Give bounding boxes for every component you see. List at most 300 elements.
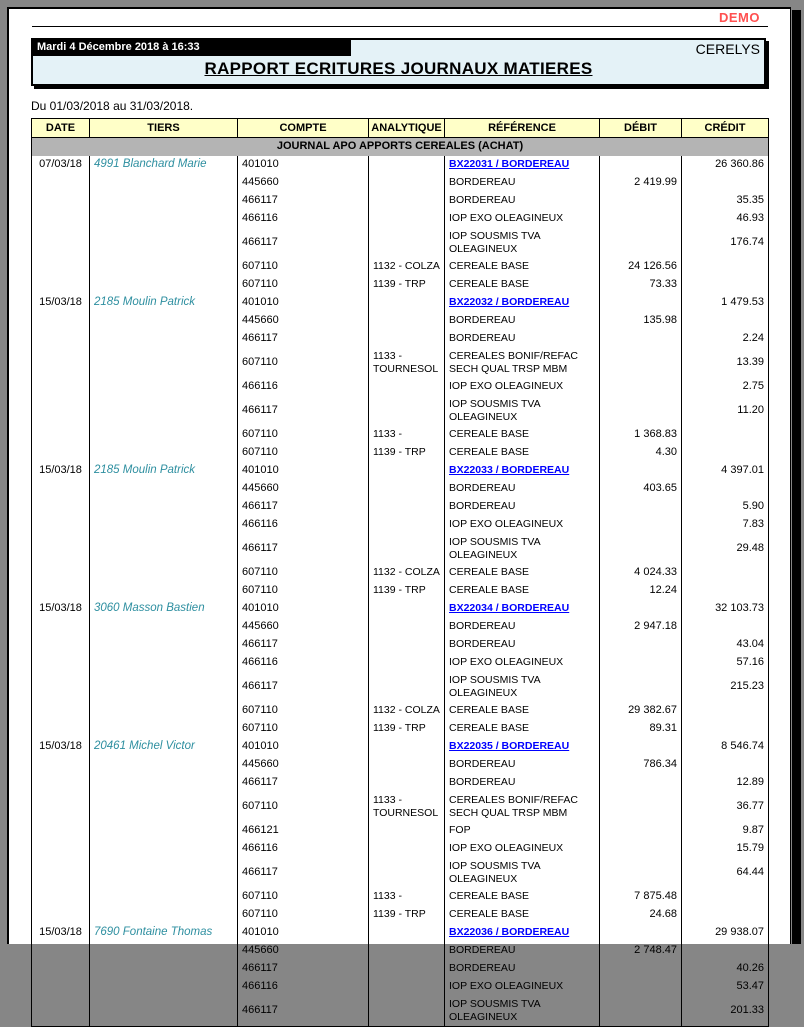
period-label: Du 01/03/2018 au 31/03/2018. [31, 99, 194, 113]
cell-compte: 445660 [238, 756, 369, 774]
cell-credit [682, 942, 769, 960]
cell-date: 15/03/18 [32, 600, 90, 618]
table-row [32, 330, 769, 348]
cell-debit: 12.24 [600, 582, 682, 600]
journal-band: JOURNAL APO APPORTS CEREALES (ACHAT) [32, 138, 769, 156]
cell-debit [600, 600, 682, 618]
cell-debit [600, 192, 682, 210]
cell-reference: IOP SOUSMIS TVA OLEAGINEUX [445, 858, 600, 888]
bordereau-link[interactable]: BX22031 / BORDEREAU [449, 158, 570, 170]
table-row [32, 228, 769, 258]
cell-reference: BORDEREAU [445, 174, 600, 192]
cell-debit [600, 738, 682, 756]
cell-analytique [369, 978, 445, 996]
cell-date [32, 564, 90, 582]
cell-reference [445, 156, 600, 174]
cell-credit [682, 888, 769, 906]
cell-reference: BORDEREAU [445, 498, 600, 516]
cell-reference: CEREALE BASE [445, 906, 600, 924]
cell-tiers [90, 822, 238, 840]
report-datetime: Mardi 4 Décembre 2018 à 16:33 [33, 40, 351, 56]
cell-date [32, 582, 90, 600]
cell-credit: 40.26 [682, 960, 769, 978]
cell-reference: CEREALE BASE [445, 426, 600, 444]
cell-credit: 57.16 [682, 654, 769, 672]
cell-compte: 401010 [238, 924, 369, 942]
cell-date [32, 534, 90, 564]
bordereau-link[interactable]: BX22033 / BORDEREAU [449, 464, 570, 476]
cell-credit: 2.75 [682, 378, 769, 396]
cell-tiers [90, 228, 238, 258]
cell-compte: 466117 [238, 858, 369, 888]
cell-analytique [369, 174, 445, 192]
cell-analytique [369, 156, 445, 174]
cell-credit: 5.90 [682, 498, 769, 516]
table-row [32, 516, 769, 534]
cell-credit: 46.93 [682, 210, 769, 228]
cell-date [32, 618, 90, 636]
table-row [32, 792, 769, 822]
cell-date [32, 960, 90, 978]
cell-credit: 32 103.73 [682, 600, 769, 618]
cell-tiers: 3060 Masson Bastien [90, 600, 238, 618]
cell-reference: IOP EXO OLEAGINEUX [445, 210, 600, 228]
cell-date [32, 480, 90, 498]
cell-analytique: 1132 - COLZA [369, 258, 445, 276]
cell-tiers [90, 426, 238, 444]
cell-compte: 466117 [238, 396, 369, 426]
cell-analytique: 1139 - TRP [369, 720, 445, 738]
cell-compte: 466116 [238, 840, 369, 858]
cell-tiers [90, 960, 238, 978]
cell-analytique [369, 516, 445, 534]
cell-credit [682, 702, 769, 720]
table-row [32, 600, 769, 618]
cell-reference: BORDEREAU [445, 330, 600, 348]
table-row [32, 924, 769, 942]
cell-debit [600, 774, 682, 792]
cell-date: 15/03/18 [32, 462, 90, 480]
cell-tiers [90, 978, 238, 996]
cell-compte: 607110 [238, 276, 369, 294]
cell-tiers: 4991 Blanchard Marie [90, 156, 238, 174]
cell-compte: 607110 [238, 702, 369, 720]
cell-tiers [90, 444, 238, 462]
cell-analytique [369, 330, 445, 348]
cell-analytique [369, 462, 445, 480]
cell-reference: CEREALE BASE [445, 888, 600, 906]
cell-tiers [90, 582, 238, 600]
table-row [32, 480, 769, 498]
cell-date [32, 654, 90, 672]
cell-analytique: 1132 - COLZA [369, 702, 445, 720]
cell-compte: 466117 [238, 774, 369, 792]
bordereau-link[interactable]: BX22036 / BORDEREAU [449, 926, 570, 938]
top-rule [32, 26, 768, 27]
cell-compte: 445660 [238, 942, 369, 960]
cell-reference: IOP EXO OLEAGINEUX [445, 978, 600, 996]
cell-date [32, 174, 90, 192]
cell-debit: 786.34 [600, 756, 682, 774]
table-row [32, 774, 769, 792]
cell-compte: 401010 [238, 600, 369, 618]
cell-tiers [90, 192, 238, 210]
table-row [32, 996, 769, 1027]
cell-reference [445, 738, 600, 756]
cell-date [32, 672, 90, 702]
cell-tiers [90, 702, 238, 720]
cell-debit [600, 858, 682, 888]
cell-tiers [90, 618, 238, 636]
cell-compte: 607110 [238, 348, 369, 378]
cell-reference: BORDEREAU [445, 312, 600, 330]
cell-tiers [90, 888, 238, 906]
cell-compte: 466117 [238, 192, 369, 210]
cell-analytique [369, 636, 445, 654]
cell-date [32, 396, 90, 426]
cell-debit: 24.68 [600, 906, 682, 924]
cell-date [32, 792, 90, 822]
cell-tiers [90, 312, 238, 330]
cell-reference: FOP [445, 822, 600, 840]
cell-compte: 466117 [238, 960, 369, 978]
table-row [32, 348, 769, 378]
cell-credit: 53.47 [682, 978, 769, 996]
column-header-credit: CRÉDIT [682, 119, 769, 138]
cell-credit: 1 479.53 [682, 294, 769, 312]
cell-tiers: 2185 Moulin Patrick [90, 462, 238, 480]
cell-analytique [369, 654, 445, 672]
table-row [32, 462, 769, 480]
cell-compte: 466117 [238, 636, 369, 654]
cell-credit: 12.89 [682, 774, 769, 792]
bordereau-link[interactable]: BX22032 / BORDEREAU [449, 296, 570, 308]
cell-credit [682, 720, 769, 738]
cell-analytique [369, 942, 445, 960]
cell-debit [600, 978, 682, 996]
cell-date [32, 840, 90, 858]
cell-debit: 2 947.18 [600, 618, 682, 636]
cell-credit: 4 397.01 [682, 462, 769, 480]
cell-compte: 401010 [238, 294, 369, 312]
cell-credit [682, 258, 769, 276]
cell-analytique: 1133 - [369, 888, 445, 906]
cell-reference: BORDEREAU [445, 618, 600, 636]
table-row [32, 276, 769, 294]
cell-tiers [90, 534, 238, 564]
cell-analytique: 1133 - TOURNESOL [369, 792, 445, 822]
cell-credit: 8 546.74 [682, 738, 769, 756]
cell-analytique [369, 600, 445, 618]
cell-reference: BORDEREAU [445, 636, 600, 654]
table-header-row [32, 119, 769, 138]
cell-debit: 29 382.67 [600, 702, 682, 720]
cell-debit [600, 840, 682, 858]
cell-tiers [90, 396, 238, 426]
cell-credit [682, 174, 769, 192]
table-row [32, 426, 769, 444]
cell-date [32, 444, 90, 462]
cell-tiers: 20461 Michel Victor [90, 738, 238, 756]
cell-analytique [369, 498, 445, 516]
cell-debit [600, 960, 682, 978]
table-row [32, 498, 769, 516]
cell-reference: CEREALE BASE [445, 258, 600, 276]
table-row [32, 738, 769, 756]
cell-debit: 7 875.48 [600, 888, 682, 906]
report-header-top [33, 40, 764, 56]
cell-tiers [90, 480, 238, 498]
table-row [32, 840, 769, 858]
cell-tiers [90, 210, 238, 228]
cell-credit [682, 618, 769, 636]
cell-debit [600, 294, 682, 312]
cell-debit: 89.31 [600, 720, 682, 738]
report-header-box [31, 38, 766, 86]
bordereau-link[interactable]: BX22035 / BORDEREAU [449, 740, 570, 752]
cell-date [32, 426, 90, 444]
cell-compte: 466116 [238, 210, 369, 228]
table-row [32, 888, 769, 906]
cell-analytique [369, 822, 445, 840]
cell-reference: CEREALES BONIF/REFAC SECH QUAL TRSP MBM [445, 348, 600, 378]
cell-analytique: 1133 - TOURNESOL [369, 348, 445, 378]
cell-date [32, 228, 90, 258]
cell-reference: IOP SOUSMIS TVA OLEAGINEUX [445, 534, 600, 564]
cell-reference: IOP EXO OLEAGINEUX [445, 654, 600, 672]
cell-compte: 466117 [238, 534, 369, 564]
cell-reference: CEREALE BASE [445, 720, 600, 738]
cell-date [32, 258, 90, 276]
cell-reference: IOP SOUSMIS TVA OLEAGINEUX [445, 396, 600, 426]
cell-analytique [369, 840, 445, 858]
journal-table [31, 118, 769, 1027]
cell-tiers [90, 858, 238, 888]
cell-analytique [369, 774, 445, 792]
cell-reference: CEREALES BONIF/REFAC SECH QUAL TRSP MBM [445, 792, 600, 822]
cell-compte: 401010 [238, 462, 369, 480]
cell-credit: 9.87 [682, 822, 769, 840]
cell-debit: 2 419.99 [600, 174, 682, 192]
cell-reference: CEREALE BASE [445, 564, 600, 582]
cell-debit [600, 636, 682, 654]
column-header-compte: COMPTE [238, 119, 369, 138]
cell-credit: 176.74 [682, 228, 769, 258]
cell-compte: 445660 [238, 480, 369, 498]
cell-analytique [369, 378, 445, 396]
cell-credit: 2.24 [682, 330, 769, 348]
cell-credit: 26 360.86 [682, 156, 769, 174]
cell-date: 07/03/18 [32, 156, 90, 174]
table-row [32, 756, 769, 774]
cell-date [32, 702, 90, 720]
cell-debit [600, 348, 682, 378]
report-page [7, 7, 791, 1023]
column-header-reference: RÉFÉRENCE [445, 119, 600, 138]
cell-analytique [369, 480, 445, 498]
cell-debit [600, 156, 682, 174]
journal-band-row [32, 138, 769, 156]
cell-tiers [90, 330, 238, 348]
cell-reference: CEREALE BASE [445, 702, 600, 720]
cell-tiers [90, 348, 238, 378]
cell-debit: 403.65 [600, 480, 682, 498]
cell-compte: 466116 [238, 978, 369, 996]
cell-date [32, 312, 90, 330]
cell-date [32, 498, 90, 516]
cell-date [32, 888, 90, 906]
cell-reference: IOP SOUSMIS TVA OLEAGINEUX [445, 996, 600, 1027]
cell-date [32, 192, 90, 210]
cell-compte: 445660 [238, 174, 369, 192]
cell-analytique: 1132 - COLZA [369, 564, 445, 582]
cell-date [32, 720, 90, 738]
cell-date [32, 822, 90, 840]
cell-reference: BORDEREAU [445, 942, 600, 960]
page-shadow [792, 10, 801, 944]
demo-watermark: DEMO [719, 10, 760, 25]
cell-debit [600, 516, 682, 534]
table-row [32, 378, 769, 396]
cell-credit: 43.04 [682, 636, 769, 654]
table-row [32, 858, 769, 888]
cell-debit [600, 792, 682, 822]
cell-debit [600, 654, 682, 672]
cell-analytique [369, 294, 445, 312]
cell-date [32, 906, 90, 924]
column-header-date: DATE [32, 119, 90, 138]
cell-credit: 11.20 [682, 396, 769, 426]
cell-credit [682, 480, 769, 498]
cell-compte: 607110 [238, 720, 369, 738]
cell-reference [445, 462, 600, 480]
cell-analytique [369, 960, 445, 978]
cell-analytique: 1133 - [369, 426, 445, 444]
cell-credit: 29 938.07 [682, 924, 769, 942]
cell-compte: 607110 [238, 444, 369, 462]
cell-compte: 445660 [238, 618, 369, 636]
cell-credit [682, 564, 769, 582]
table-row [32, 582, 769, 600]
cell-date [32, 276, 90, 294]
cell-debit [600, 210, 682, 228]
cell-analytique [369, 996, 445, 1027]
cell-tiers [90, 654, 238, 672]
cell-date [32, 858, 90, 888]
cell-tiers [90, 636, 238, 654]
cell-credit: 7.83 [682, 516, 769, 534]
cell-credit [682, 906, 769, 924]
bordereau-link[interactable]: BX22034 / BORDEREAU [449, 602, 570, 614]
cell-compte: 466117 [238, 996, 369, 1027]
table-row [32, 210, 769, 228]
cell-analytique [369, 672, 445, 702]
cell-reference: CEREALE BASE [445, 582, 600, 600]
cell-analytique: 1139 - TRP [369, 906, 445, 924]
cell-compte: 607110 [238, 888, 369, 906]
cell-reference [445, 600, 600, 618]
cell-credit [682, 582, 769, 600]
table-row [32, 654, 769, 672]
table-row [32, 822, 769, 840]
cell-credit: 215.23 [682, 672, 769, 702]
cell-reference: IOP SOUSMIS TVA OLEAGINEUX [445, 672, 600, 702]
cell-analytique: 1139 - TRP [369, 444, 445, 462]
cell-debit [600, 330, 682, 348]
cell-date [32, 330, 90, 348]
cell-tiers [90, 906, 238, 924]
cell-date [32, 378, 90, 396]
cell-analytique: 1139 - TRP [369, 582, 445, 600]
cell-compte: 466117 [238, 672, 369, 702]
table-row [32, 906, 769, 924]
cell-date [32, 348, 90, 378]
cell-compte: 607110 [238, 906, 369, 924]
cell-tiers [90, 672, 238, 702]
cell-credit: 36.77 [682, 792, 769, 822]
cell-reference: BORDEREAU [445, 756, 600, 774]
cell-debit [600, 462, 682, 480]
table-row [32, 312, 769, 330]
cell-analytique [369, 192, 445, 210]
cell-compte: 466117 [238, 228, 369, 258]
cell-date [32, 978, 90, 996]
table-row [32, 534, 769, 564]
cell-credit [682, 276, 769, 294]
cell-reference: CEREALE BASE [445, 276, 600, 294]
table-row [32, 618, 769, 636]
column-header-analytique: ANALYTIQUE [369, 119, 445, 138]
cell-reference [445, 294, 600, 312]
cell-debit [600, 996, 682, 1027]
cell-analytique [369, 396, 445, 426]
cell-compte: 466116 [238, 378, 369, 396]
cell-debit [600, 924, 682, 942]
cell-tiers [90, 774, 238, 792]
cell-debit: 24 126.56 [600, 258, 682, 276]
cell-reference [445, 924, 600, 942]
cell-credit [682, 756, 769, 774]
cell-debit: 4 024.33 [600, 564, 682, 582]
cell-credit [682, 426, 769, 444]
cell-debit: 2 748.47 [600, 942, 682, 960]
cell-date [32, 942, 90, 960]
cell-date [32, 774, 90, 792]
cell-reference: BORDEREAU [445, 774, 600, 792]
cell-date: 15/03/18 [32, 738, 90, 756]
cell-debit [600, 534, 682, 564]
cell-tiers [90, 996, 238, 1027]
cell-compte: 607110 [238, 582, 369, 600]
cell-analytique [369, 924, 445, 942]
report-title: RAPPORT ECRITURES JOURNAUX MATIERES [204, 59, 593, 78]
cell-reference: BORDEREAU [445, 960, 600, 978]
cell-reference: CEREALE BASE [445, 444, 600, 462]
cell-tiers [90, 942, 238, 960]
cell-tiers [90, 498, 238, 516]
column-header-tiers: TIERS [90, 119, 238, 138]
table-row [32, 396, 769, 426]
cell-credit: 201.33 [682, 996, 769, 1027]
table-row [32, 192, 769, 210]
cell-debit [600, 378, 682, 396]
table-row [32, 564, 769, 582]
cell-date [32, 636, 90, 654]
cell-analytique [369, 534, 445, 564]
cell-analytique [369, 210, 445, 228]
cell-compte: 466117 [238, 498, 369, 516]
cell-compte: 466116 [238, 516, 369, 534]
